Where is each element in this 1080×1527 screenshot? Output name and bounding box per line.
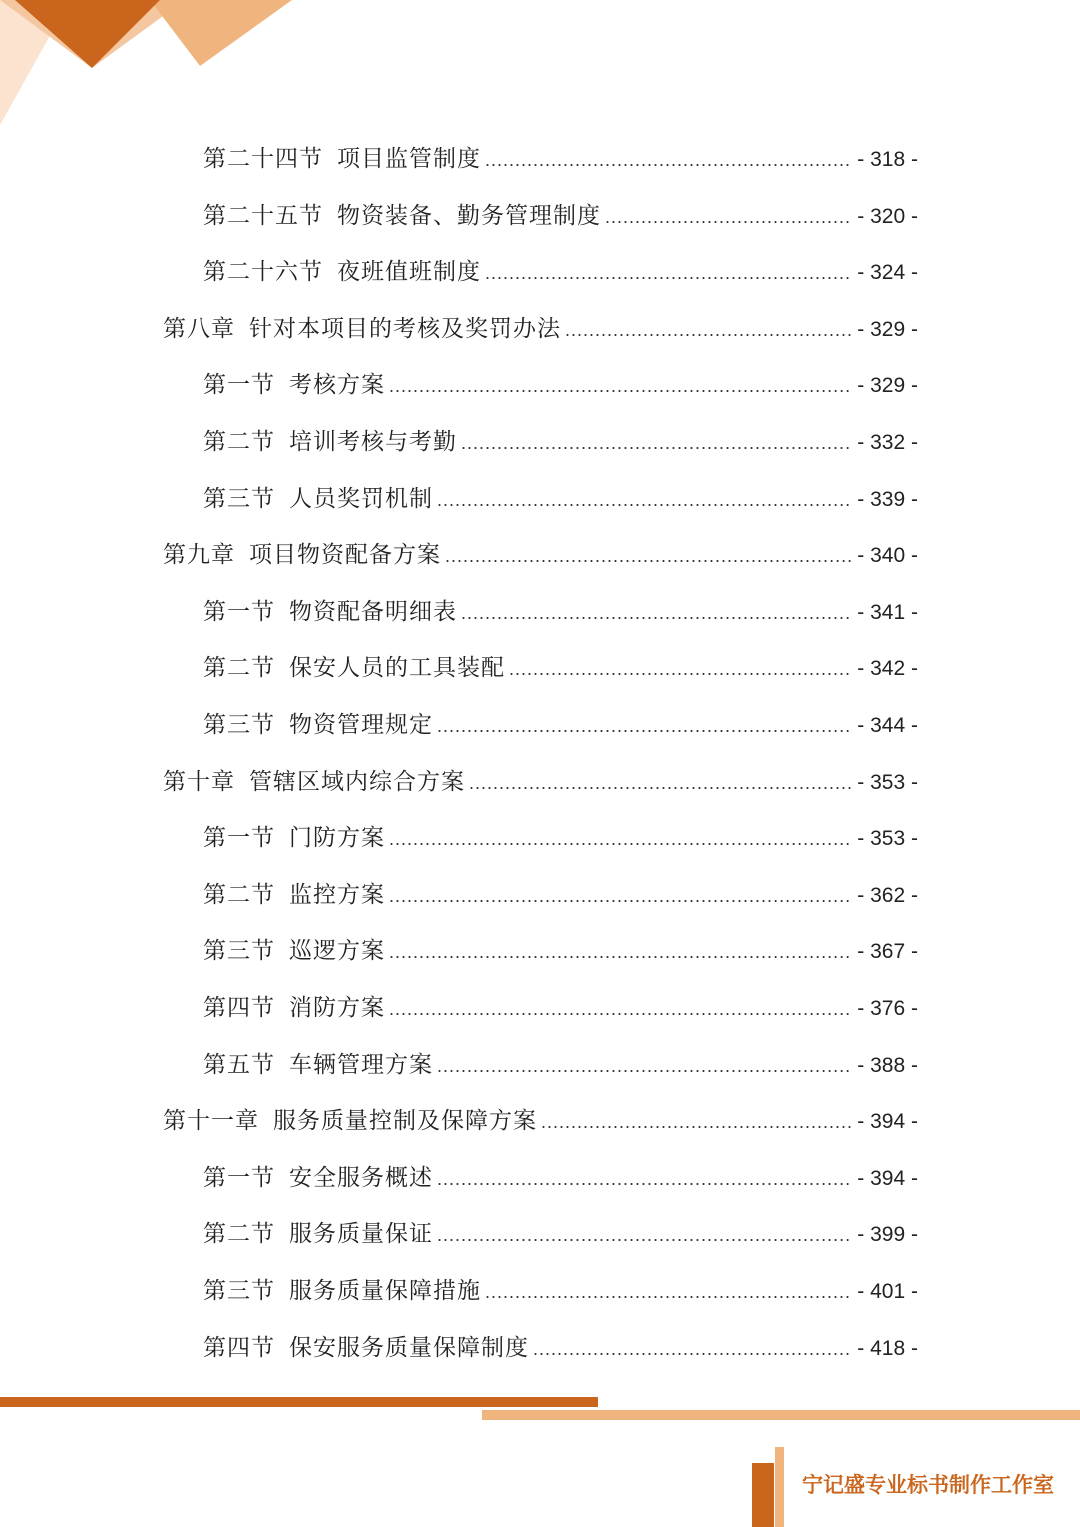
toc-page-number: - 344 - (857, 714, 918, 737)
toc-entry-number: 第四节 (203, 995, 275, 1021)
toc-entry-title: 针对本项目的考核及奖罚办法 (249, 315, 561, 342)
logo-mark-dark-block (752, 1463, 774, 1527)
toc-page-number: - 324 - (857, 261, 918, 285)
toc-entry-number: 第一节 (203, 372, 275, 399)
toc-dot-leader (541, 1102, 851, 1142)
toc-section-entry[interactable] (203, 931, 918, 971)
toc-dot-leader (533, 1329, 851, 1369)
toc-entry-title: 培训考核与考勤 (289, 429, 457, 455)
toc-entry-number: 第一节 (203, 825, 275, 852)
toc-entry-title: 管辖区域内综合方案 (249, 768, 465, 795)
toc-page-number: - 342 - (857, 657, 918, 681)
toc-dot-leader (565, 310, 851, 350)
toc-section-entry[interactable] (203, 875, 918, 915)
toc-entry-title: 物资配备明细表 (289, 598, 457, 625)
toc-entry-number: 第二节 (203, 429, 275, 455)
toc-section-entry[interactable] (203, 1271, 918, 1311)
logo-mark-light-block (775, 1447, 784, 1527)
toc-section-entry[interactable] (203, 422, 918, 462)
toc-section-entry[interactable] (203, 196, 918, 236)
toc-dot-leader (389, 876, 851, 916)
studio-name: 宁记盛专业标书制作工作室 (802, 1473, 1054, 1497)
toc-section-entry[interactable] (203, 1328, 918, 1368)
toc-chapter-entry[interactable] (163, 762, 918, 802)
toc-page-number: - 353 - (857, 827, 918, 851)
toc-dot-leader (437, 1159, 851, 1199)
toc-page-number: - 394 - (857, 1110, 918, 1134)
toc-page-number: - 367 - (857, 940, 918, 964)
toc-page-number: - 418 - (857, 1336, 918, 1360)
toc-entry-number: 第二节 (203, 1221, 275, 1248)
toc-entry-number: 第十一章 (163, 1108, 259, 1135)
toc-page-number: - 353 - (857, 770, 918, 794)
toc-section-entry[interactable] (203, 479, 918, 519)
toc-entry-number: 第五节 (203, 1051, 275, 1078)
toc-section-entry[interactable] (203, 648, 918, 688)
toc-entry-title: 服务质量控制及保障方案 (273, 1108, 537, 1135)
toc-entry-number: 第二十四节 (203, 146, 323, 172)
footer-bar-dark (0, 1397, 598, 1407)
toc-dot-leader (469, 763, 851, 803)
toc-dot-leader (437, 1046, 851, 1086)
toc-entry-title: 监控方案 (289, 881, 385, 908)
toc-dot-leader (509, 649, 851, 689)
toc-entry-title: 安全服务概述 (289, 1164, 433, 1191)
toc-dot-leader (485, 1272, 851, 1312)
toc-entry-number: 第三节 (203, 712, 275, 738)
toc-entry-number: 第九章 (163, 542, 235, 569)
toc-page-number: - 388 - (857, 1053, 918, 1077)
toc-dot-leader (389, 819, 851, 859)
toc-dot-leader (485, 253, 851, 293)
toc-dot-leader (389, 932, 851, 972)
toc-dot-leader (437, 480, 851, 520)
toc-dot-leader (389, 989, 851, 1029)
toc-entry-title: 门防方案 (289, 825, 385, 852)
footer-bar-light (482, 1410, 1080, 1420)
toc-page-number: - 318 - (857, 148, 918, 171)
toc-entry-title: 巡逻方案 (289, 938, 385, 965)
toc-entry-title: 物资装备、勤务管理制度 (337, 202, 601, 229)
toc-page-number: - 329 - (857, 317, 918, 341)
toc-section-entry[interactable] (203, 1214, 918, 1254)
toc-dot-leader (461, 423, 851, 463)
toc-dot-leader (437, 1215, 851, 1255)
toc-entry-number: 第三节 (203, 1278, 275, 1304)
toc-entry-number: 第二十六节 (203, 259, 323, 286)
toc-entry-number: 第一节 (203, 598, 275, 625)
toc-section-entry[interactable] (203, 252, 918, 292)
toc-dot-leader (461, 593, 851, 633)
toc-dot-leader (389, 366, 851, 406)
toc-section-entry[interactable] (203, 592, 918, 632)
toc-entry-title: 物资管理规定 (289, 712, 433, 738)
toc-entry-number: 第三节 (203, 938, 275, 965)
toc-chapter-entry[interactable] (163, 309, 918, 349)
toc-dot-leader (437, 706, 851, 746)
toc-entry-title: 服务质量保证 (289, 1221, 433, 1248)
toc-entry-title: 车辆管理方案 (289, 1051, 433, 1078)
toc-entry-number: 第二十五节 (203, 202, 323, 229)
toc-page-number: - 341 - (857, 600, 918, 624)
toc-page-number: - 329 - (857, 374, 918, 398)
toc-section-entry[interactable] (203, 705, 918, 745)
toc-entry-number: 第四节 (203, 1334, 275, 1361)
toc-section-entry[interactable] (203, 1045, 918, 1085)
toc-page-number: - 362 - (857, 883, 918, 907)
toc-dot-leader (445, 536, 851, 576)
toc-page-number: - 340 - (857, 544, 918, 568)
toc-entry-title: 人员奖罚机制 (289, 485, 433, 512)
toc-entry-number: 第八章 (163, 315, 235, 342)
toc-dot-leader (485, 140, 851, 180)
toc-chapter-entry[interactable] (163, 535, 918, 575)
toc-section-entry[interactable] (203, 1158, 918, 1198)
toc-section-entry[interactable] (203, 365, 918, 405)
toc-entry-number: 第一节 (203, 1164, 275, 1191)
toc-entry-title: 项目物资配备方案 (249, 542, 441, 569)
toc-page-number: - 320 - (857, 204, 918, 228)
toc-chapter-entry[interactable] (163, 1101, 918, 1141)
toc-entry-title: 消防方案 (289, 995, 385, 1021)
toc-entry-number: 第三节 (203, 485, 275, 512)
toc-section-entry[interactable] (203, 139, 918, 179)
toc-entry-title: 夜班值班制度 (337, 259, 481, 286)
toc-page-number: - 394 - (857, 1166, 918, 1190)
studio-logo-mark (752, 1447, 788, 1527)
toc-page-number: - 376 - (857, 997, 918, 1020)
toc-section-entry[interactable] (203, 988, 918, 1028)
toc-entry-title: 保安服务质量保障制度 (289, 1334, 529, 1361)
toc-page-number: - 399 - (857, 1223, 918, 1247)
toc-entry-number: 第二节 (203, 655, 275, 682)
toc-entry-title: 服务质量保障措施 (289, 1278, 481, 1304)
toc-page-number: - 332 - (857, 431, 918, 454)
toc-entry-number: 第二节 (203, 881, 275, 908)
toc-page-number: - 401 - (857, 1280, 918, 1303)
toc-section-entry[interactable] (203, 818, 918, 858)
toc-entry-title: 考核方案 (289, 372, 385, 399)
toc-entry-number: 第十章 (163, 768, 235, 795)
toc-entry-title: 项目监管制度 (337, 146, 481, 172)
toc-entry-title: 保安人员的工具装配 (289, 655, 505, 682)
toc-page-number: - 339 - (857, 487, 918, 511)
toc-dot-leader (605, 197, 851, 237)
